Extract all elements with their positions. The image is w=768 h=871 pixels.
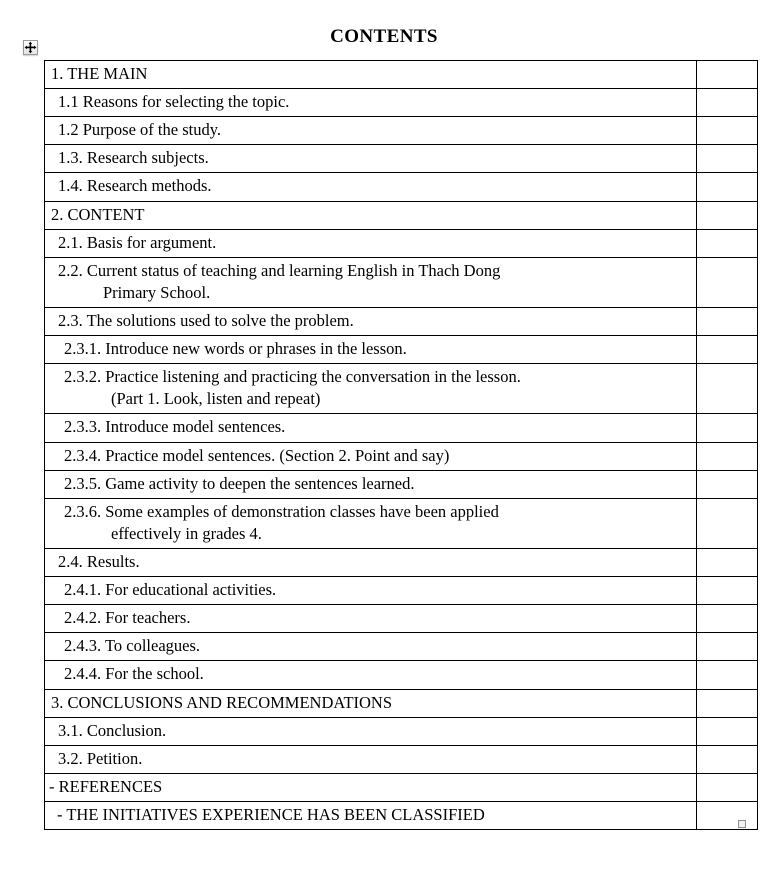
toc-entry-label: 2.4.1. For educational activities. bbox=[64, 580, 277, 600]
toc-entry-label: 3. CONCLUSIONS AND RECOMMENDATIONS bbox=[51, 692, 393, 712]
toc-entry-label-continued: (Part 1. Look, listen and repeat) bbox=[111, 389, 321, 409]
toc-page-cell[interactable] bbox=[697, 548, 758, 576]
table-move-handle-icon[interactable] bbox=[23, 40, 38, 55]
toc-entry-cell[interactable] bbox=[45, 442, 697, 470]
toc-entry-label: 2.4.2. For teachers. bbox=[64, 608, 191, 628]
toc-entry-cell[interactable] bbox=[45, 470, 697, 498]
table-row bbox=[45, 548, 758, 576]
table-row bbox=[45, 336, 758, 364]
toc-entry-label: 1.3. Research subjects. bbox=[58, 148, 209, 168]
table-row bbox=[45, 307, 758, 335]
toc-entry-cell[interactable] bbox=[45, 717, 697, 745]
toc-entry-cell[interactable] bbox=[45, 307, 697, 335]
toc-page-number bbox=[701, 416, 753, 438]
toc-entry-label: 2.3.1. Introduce new words or phrases in the lesson. bbox=[64, 339, 407, 359]
toc-page-number bbox=[701, 119, 753, 141]
toc-entry-label: 1.2 Purpose of the study. bbox=[58, 120, 222, 140]
toc-page-cell[interactable] bbox=[697, 336, 758, 364]
toc-page-number bbox=[701, 147, 753, 169]
toc-entry-label-continued: Primary School. bbox=[103, 282, 211, 302]
toc-entry-label: - REFERENCES bbox=[49, 776, 163, 796]
toc-entry-label: 2.4.4. For the school. bbox=[64, 664, 204, 684]
toc-page-cell[interactable] bbox=[697, 633, 758, 661]
toc-page-number bbox=[701, 551, 753, 573]
toc-page-cell[interactable] bbox=[697, 689, 758, 717]
toc-entry-cell[interactable] bbox=[45, 364, 697, 414]
table-row bbox=[45, 745, 758, 773]
toc-entry-label: 2.1. Basis for argument. bbox=[58, 232, 217, 252]
toc-page-cell[interactable] bbox=[697, 364, 758, 414]
toc-entry-cell[interactable] bbox=[45, 498, 697, 548]
toc-page-cell[interactable] bbox=[697, 470, 758, 498]
toc-entry-label: 2.2. Current status of teaching and learning English in Thach Dong bbox=[58, 260, 501, 280]
table-resize-handle-icon[interactable] bbox=[738, 820, 746, 828]
toc-entry-label: 2.3.3. Introduce model sentences. bbox=[64, 417, 286, 437]
toc-page-number bbox=[701, 204, 753, 226]
toc-page-cell[interactable] bbox=[697, 257, 758, 307]
toc-page-number bbox=[701, 501, 753, 523]
toc-page-cell[interactable] bbox=[697, 605, 758, 633]
toc-entry-label: 2.3. The solutions used to solve the problem. bbox=[58, 310, 354, 330]
toc-entry-label: 1.1 Reasons for selecting the topic. bbox=[58, 92, 290, 112]
table-row bbox=[45, 257, 758, 307]
contents-table-body bbox=[45, 61, 758, 830]
table-row bbox=[45, 145, 758, 173]
toc-entry-cell[interactable] bbox=[45, 145, 697, 173]
toc-page-number bbox=[701, 175, 753, 197]
toc-entry-cell[interactable] bbox=[45, 336, 697, 364]
toc-entry-cell[interactable] bbox=[45, 229, 697, 257]
toc-page-cell[interactable] bbox=[697, 117, 758, 145]
toc-entry-cell[interactable] bbox=[45, 745, 697, 773]
toc-entry-cell[interactable] bbox=[45, 577, 697, 605]
toc-page-cell[interactable] bbox=[697, 661, 758, 689]
toc-entry-label: 1.4. Research methods. bbox=[58, 176, 212, 196]
toc-page-number bbox=[701, 692, 753, 714]
table-row bbox=[45, 89, 758, 117]
toc-entry-cell[interactable] bbox=[45, 201, 697, 229]
toc-entry-label: 2.3.5. Game activity to deepen the sentences learned. bbox=[64, 473, 415, 493]
toc-page-number bbox=[701, 579, 753, 601]
toc-entry-label: 2. CONTENT bbox=[51, 204, 145, 224]
toc-page-number bbox=[701, 232, 753, 254]
toc-page-number bbox=[701, 473, 753, 495]
toc-page-cell[interactable] bbox=[697, 307, 758, 335]
table-row bbox=[45, 689, 758, 717]
toc-page-cell[interactable] bbox=[697, 442, 758, 470]
table-row bbox=[45, 229, 758, 257]
toc-page-number bbox=[701, 366, 753, 388]
toc-page-cell[interactable] bbox=[697, 717, 758, 745]
table-row bbox=[45, 717, 758, 745]
toc-page-number bbox=[701, 635, 753, 657]
toc-page-number bbox=[701, 748, 753, 770]
toc-entry-cell[interactable] bbox=[45, 689, 697, 717]
toc-entry-label: 2.3.2. Practice listening and practicing the conversation in the lesson. bbox=[64, 367, 521, 387]
toc-entry-cell[interactable] bbox=[45, 605, 697, 633]
page-title: CONTENTS bbox=[330, 26, 438, 47]
table-row bbox=[45, 470, 758, 498]
table-row bbox=[45, 577, 758, 605]
toc-page-cell[interactable] bbox=[697, 145, 758, 173]
toc-page-cell[interactable] bbox=[697, 745, 758, 773]
toc-page-number bbox=[701, 663, 753, 685]
toc-entry-label: 2.4. Results. bbox=[58, 551, 140, 571]
toc-page-cell[interactable] bbox=[697, 414, 758, 442]
toc-page-cell[interactable] bbox=[697, 173, 758, 201]
toc-entry-cell[interactable] bbox=[45, 661, 697, 689]
toc-page-number bbox=[701, 776, 753, 798]
table-row bbox=[45, 633, 758, 661]
table-row bbox=[45, 364, 758, 414]
toc-entry-label: 2.4.3. To colleagues. bbox=[64, 636, 201, 656]
toc-page-cell[interactable] bbox=[697, 577, 758, 605]
toc-entry-label-continued: effectively in grades 4. bbox=[111, 523, 262, 543]
table-row bbox=[45, 605, 758, 633]
table-row bbox=[45, 801, 758, 829]
table-row bbox=[45, 173, 758, 201]
toc-page-number bbox=[701, 310, 753, 332]
toc-entry-cell[interactable] bbox=[45, 414, 697, 442]
toc-page-cell[interactable] bbox=[697, 61, 758, 89]
table-row bbox=[45, 61, 758, 89]
toc-entry-cell[interactable] bbox=[45, 257, 697, 307]
toc-entry-cell[interactable] bbox=[45, 548, 697, 576]
table-row bbox=[45, 117, 758, 145]
toc-page-cell[interactable] bbox=[697, 801, 758, 829]
table-row bbox=[45, 414, 758, 442]
toc-page-number bbox=[701, 607, 753, 629]
toc-page-number bbox=[701, 720, 753, 742]
toc-page-cell[interactable] bbox=[697, 773, 758, 801]
toc-entry-label: 1. THE MAIN bbox=[51, 64, 148, 83]
toc-entry-label: 3.2. Petition. bbox=[58, 748, 143, 768]
toc-entry-label: 2.3.4. Practice model sentences. (Section 2. Point and say) bbox=[64, 445, 450, 465]
toc-page-cell[interactable] bbox=[697, 89, 758, 117]
table-row bbox=[45, 498, 758, 548]
toc-entry-cell[interactable] bbox=[45, 173, 697, 201]
table-row bbox=[45, 442, 758, 470]
toc-page-cell[interactable] bbox=[697, 229, 758, 257]
toc-page-number bbox=[701, 260, 753, 282]
toc-entry-cell[interactable] bbox=[45, 117, 697, 145]
toc-page-number bbox=[701, 338, 753, 360]
toc-page-number bbox=[701, 91, 753, 113]
toc-entry-label: 2.3.6. Some examples of demonstration classes have been applied bbox=[64, 501, 499, 521]
toc-entry-cell[interactable] bbox=[45, 773, 697, 801]
contents-table bbox=[44, 60, 758, 830]
toc-entry-cell[interactable] bbox=[45, 89, 697, 117]
table-row bbox=[45, 773, 758, 801]
toc-entry-cell[interactable] bbox=[45, 801, 697, 829]
toc-entry-cell[interactable] bbox=[45, 61, 697, 89]
table-row bbox=[45, 661, 758, 689]
toc-entry-label: 3.1. Conclusion. bbox=[58, 720, 167, 740]
toc-entry-cell[interactable] bbox=[45, 633, 697, 661]
toc-page-cell[interactable] bbox=[697, 498, 758, 548]
table-row bbox=[45, 201, 758, 229]
toc-page-number bbox=[701, 63, 753, 85]
toc-entry-label: - THE INITIATIVES EXPERIENCE HAS BEEN CLASSIFIED bbox=[57, 804, 485, 824]
toc-page-cell[interactable] bbox=[697, 201, 758, 229]
toc-page-number bbox=[701, 445, 753, 467]
